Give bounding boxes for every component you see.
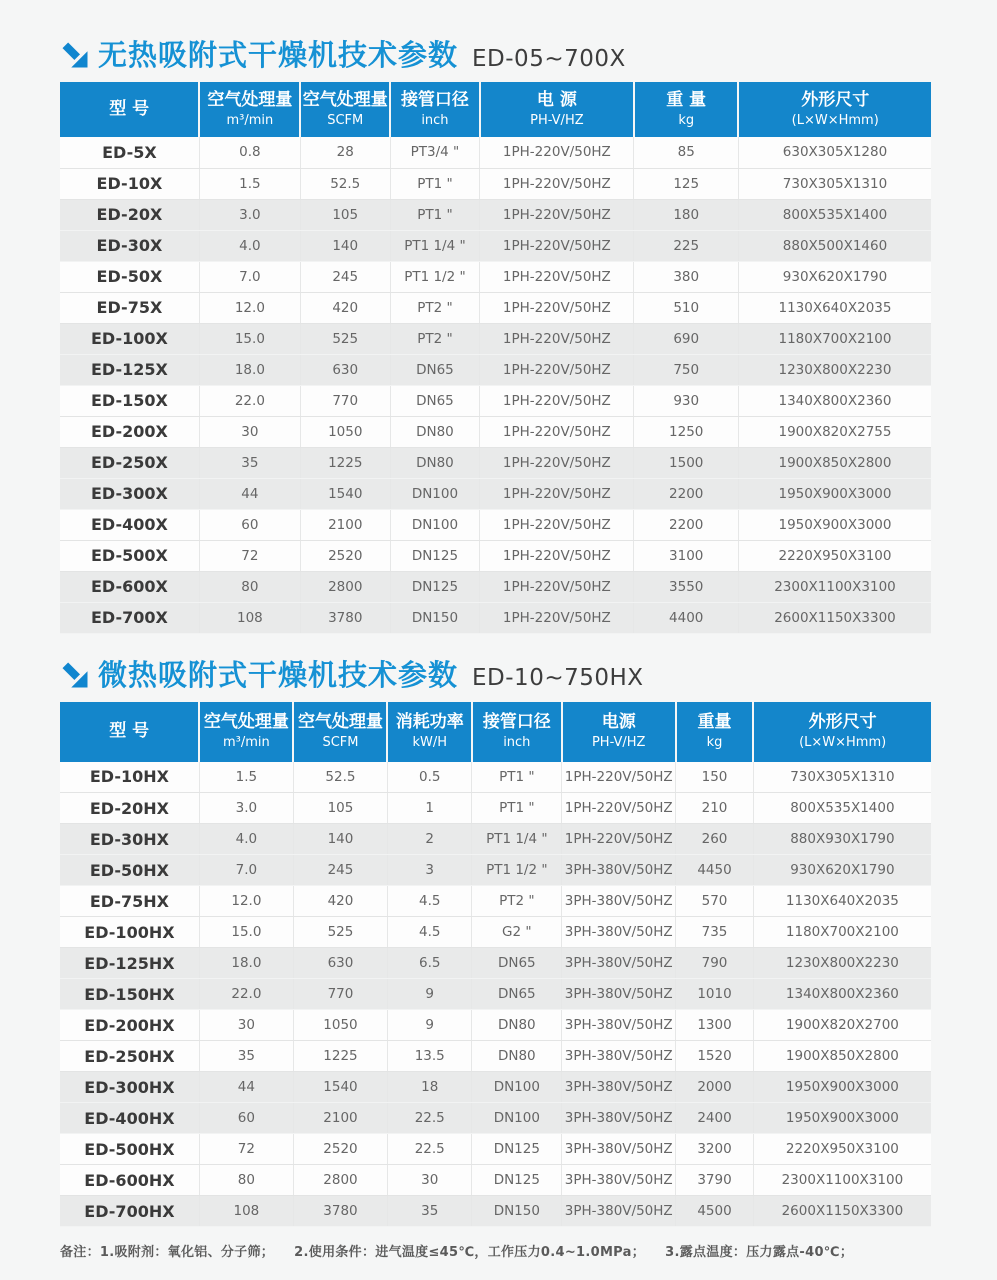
- value-cell: 4400: [634, 602, 739, 633]
- footnote: 备注：1.吸附剂：氧化铝、分子筛； 2.使用条件：进气温度≤45℃，工作压力0.4~1.0MPa； 3.露点温度：压力露点-40℃；: [60, 1245, 854, 1260]
- value-cell: 245: [293, 855, 387, 886]
- value-cell: 60: [199, 509, 300, 540]
- model-cell: ED-150X: [60, 385, 199, 416]
- value-cell: 2400: [676, 1103, 754, 1134]
- value-cell: 3780: [300, 602, 390, 633]
- value-cell: 880X930X1790: [753, 824, 931, 855]
- model-cell: ED-200HX: [60, 1010, 199, 1041]
- value-cell: 35: [387, 1196, 471, 1227]
- model-cell: ED-50X: [60, 261, 199, 292]
- column-header: 重量 kg: [676, 702, 754, 762]
- model-cell: ED-150HX: [60, 979, 199, 1010]
- value-cell: 1PH-220V/50HZ: [562, 762, 676, 793]
- table-row: [60, 261, 931, 292]
- value-cell: 3100: [634, 540, 739, 571]
- model-cell: ED-500X: [60, 540, 199, 571]
- value-cell: 28: [300, 137, 390, 168]
- column-header: 接管口径 inch: [472, 702, 562, 762]
- value-cell: 225: [634, 230, 739, 261]
- value-cell: 2200: [634, 478, 739, 509]
- value-cell: 1225: [293, 1041, 387, 1072]
- value-cell: 260: [676, 824, 754, 855]
- value-cell: 180: [634, 199, 739, 230]
- value-cell: 6.5: [387, 948, 471, 979]
- down-right-arrow-icon: [60, 40, 90, 70]
- value-cell: 1130X640X2035: [738, 292, 931, 323]
- value-cell: PT3/4 ": [390, 137, 480, 168]
- value-cell: 2520: [300, 540, 390, 571]
- value-cell: 210: [676, 793, 754, 824]
- value-cell: 1950X900X3000: [738, 478, 931, 509]
- value-cell: 1PH-220V/50HZ: [562, 824, 676, 855]
- value-cell: 13.5: [387, 1041, 471, 1072]
- table1-header-row: [60, 82, 931, 137]
- value-cell: 730X305X1310: [753, 762, 931, 793]
- table-row: [60, 979, 931, 1010]
- value-cell: 800X535X1400: [738, 199, 931, 230]
- value-cell: 790: [676, 948, 754, 979]
- column-header: 型 号: [60, 702, 199, 762]
- value-cell: 630: [293, 948, 387, 979]
- model-cell: ED-250X: [60, 447, 199, 478]
- value-cell: PT2 ": [472, 886, 562, 917]
- value-cell: 3PH-380V/50HZ: [562, 1103, 676, 1134]
- value-cell: 1PH-220V/50HZ: [480, 447, 634, 478]
- value-cell: 2300X1100X3100: [738, 571, 931, 602]
- value-cell: 525: [293, 917, 387, 948]
- value-cell: 1950X900X3000: [753, 1103, 931, 1134]
- value-cell: 30: [199, 1010, 293, 1041]
- value-cell: 1340X800X2360: [738, 385, 931, 416]
- value-cell: 1250: [634, 416, 739, 447]
- table-row: [60, 824, 931, 855]
- value-cell: PT1 1/2 ": [390, 261, 480, 292]
- table-row: [60, 1010, 931, 1041]
- model-cell: ED-10X: [60, 168, 199, 199]
- value-cell: 1PH-220V/50HZ: [480, 416, 634, 447]
- value-cell: 1950X900X3000: [738, 509, 931, 540]
- table-row: [60, 1072, 931, 1103]
- model-cell: ED-600HX: [60, 1165, 199, 1196]
- value-cell: 22.0: [199, 979, 293, 1010]
- value-cell: 3: [387, 855, 471, 886]
- value-cell: DN80: [390, 416, 480, 447]
- value-cell: PT1 ": [390, 199, 480, 230]
- value-cell: 570: [676, 886, 754, 917]
- value-cell: 2520: [293, 1134, 387, 1165]
- value-cell: 80: [199, 1165, 293, 1196]
- value-cell: 1300: [676, 1010, 754, 1041]
- value-cell: 1010: [676, 979, 754, 1010]
- value-cell: 2000: [676, 1072, 754, 1103]
- model-cell: ED-75HX: [60, 886, 199, 917]
- value-cell: 72: [199, 1134, 293, 1165]
- value-cell: 1180X700X2100: [738, 323, 931, 354]
- value-cell: 420: [300, 292, 390, 323]
- value-cell: 1180X700X2100: [753, 917, 931, 948]
- heatless-dryer-spec-table: [60, 82, 931, 634]
- column-header: 外形尺寸 (L×W×Hmm): [753, 702, 931, 762]
- model-cell: ED-125HX: [60, 948, 199, 979]
- value-cell: 1: [387, 793, 471, 824]
- value-cell: 1.5: [199, 762, 293, 793]
- value-cell: 1900X850X2800: [753, 1041, 931, 1072]
- value-cell: 3780: [293, 1196, 387, 1227]
- microheat-dryer-spec-table: [60, 702, 931, 1228]
- value-cell: 1PH-220V/50HZ: [480, 509, 634, 540]
- value-cell: PT1 1/4 ": [472, 824, 562, 855]
- value-cell: 18.0: [199, 948, 293, 979]
- value-cell: 12.0: [199, 886, 293, 917]
- value-cell: 2220X950X3100: [738, 540, 931, 571]
- value-cell: 18: [387, 1072, 471, 1103]
- value-cell: 3PH-380V/50HZ: [562, 1196, 676, 1227]
- column-header: 接管口径 inch: [390, 82, 480, 137]
- value-cell: 4.0: [199, 230, 300, 261]
- value-cell: 52.5: [293, 762, 387, 793]
- value-cell: 140: [300, 230, 390, 261]
- value-cell: DN150: [472, 1196, 562, 1227]
- value-cell: 105: [293, 793, 387, 824]
- table-row: [60, 478, 931, 509]
- value-cell: 1050: [293, 1010, 387, 1041]
- model-cell: ED-300X: [60, 478, 199, 509]
- content: [60, 40, 931, 1260]
- table-row: [60, 917, 931, 948]
- value-cell: 2800: [300, 571, 390, 602]
- value-cell: 1PH-220V/50HZ: [480, 292, 634, 323]
- table-row: [60, 540, 931, 571]
- value-cell: 30: [387, 1165, 471, 1196]
- table-row: [60, 762, 931, 793]
- section2-title: 微热吸附式干燥机技术参数: [98, 657, 459, 692]
- table-row: [60, 168, 931, 199]
- value-cell: DN65: [390, 385, 480, 416]
- value-cell: 1900X850X2800: [738, 447, 931, 478]
- value-cell: 1050: [300, 416, 390, 447]
- value-cell: 1340X800X2360: [753, 979, 931, 1010]
- table-row: [60, 1103, 931, 1134]
- value-cell: 60: [199, 1103, 293, 1134]
- model-cell: ED-300HX: [60, 1072, 199, 1103]
- value-cell: 880X500X1460: [738, 230, 931, 261]
- value-cell: 22.0: [199, 385, 300, 416]
- table-row: [60, 509, 931, 540]
- value-cell: DN65: [390, 354, 480, 385]
- value-cell: 770: [293, 979, 387, 1010]
- table-row: [60, 354, 931, 385]
- value-cell: DN65: [472, 979, 562, 1010]
- table-row: [60, 855, 931, 886]
- value-cell: 1PH-220V/50HZ: [480, 354, 634, 385]
- value-cell: 1PH-220V/50HZ: [480, 602, 634, 633]
- table-row: [60, 292, 931, 323]
- value-cell: 18.0: [199, 354, 300, 385]
- value-cell: 12.0: [199, 292, 300, 323]
- value-cell: 2220X950X3100: [753, 1134, 931, 1165]
- value-cell: 7.0: [199, 855, 293, 886]
- table-row: [60, 1041, 931, 1072]
- column-header: 电源 PH-V/HZ: [562, 702, 676, 762]
- value-cell: 930X620X1790: [753, 855, 931, 886]
- value-cell: 2100: [300, 509, 390, 540]
- model-cell: ED-30X: [60, 230, 199, 261]
- value-cell: 7.0: [199, 261, 300, 292]
- value-cell: 22.5: [387, 1134, 471, 1165]
- value-cell: 4.0: [199, 824, 293, 855]
- section1-model-range: ED-05~700X: [472, 45, 626, 72]
- value-cell: 52.5: [300, 168, 390, 199]
- value-cell: 735: [676, 917, 754, 948]
- value-cell: 35: [199, 1041, 293, 1072]
- value-cell: 1PH-220V/50HZ: [480, 199, 634, 230]
- value-cell: 1540: [293, 1072, 387, 1103]
- value-cell: 1PH-220V/50HZ: [480, 323, 634, 354]
- value-cell: PT2 ": [390, 323, 480, 354]
- value-cell: DN80: [472, 1010, 562, 1041]
- value-cell: 1900X820X2755: [738, 416, 931, 447]
- table-row: [60, 416, 931, 447]
- value-cell: 3.0: [199, 199, 300, 230]
- value-cell: 3550: [634, 571, 739, 602]
- table-row: [60, 199, 931, 230]
- table-row: [60, 230, 931, 261]
- table-row: [60, 602, 931, 633]
- value-cell: 0.5: [387, 762, 471, 793]
- value-cell: 2300X1100X3100: [753, 1165, 931, 1196]
- table-row: [60, 948, 931, 979]
- value-cell: 2100: [293, 1103, 387, 1134]
- value-cell: 245: [300, 261, 390, 292]
- value-cell: 2: [387, 824, 471, 855]
- value-cell: 930: [634, 385, 739, 416]
- column-header: 外形尺寸 (L×W×Hmm): [738, 82, 931, 137]
- value-cell: DN100: [390, 478, 480, 509]
- model-cell: ED-700X: [60, 602, 199, 633]
- table-row: [60, 323, 931, 354]
- value-cell: 690: [634, 323, 739, 354]
- value-cell: 4.5: [387, 886, 471, 917]
- column-header: 电 源 PH-V/HZ: [480, 82, 634, 137]
- value-cell: 9: [387, 1010, 471, 1041]
- value-cell: 3PH-380V/50HZ: [562, 855, 676, 886]
- value-cell: 3PH-380V/50HZ: [562, 886, 676, 917]
- value-cell: 1130X640X2035: [753, 886, 931, 917]
- value-cell: 1900X820X2700: [753, 1010, 931, 1041]
- value-cell: 800X535X1400: [753, 793, 931, 824]
- value-cell: 930X620X1790: [738, 261, 931, 292]
- value-cell: 22.5: [387, 1103, 471, 1134]
- value-cell: 15.0: [199, 323, 300, 354]
- value-cell: 44: [199, 1072, 293, 1103]
- value-cell: 3PH-380V/50HZ: [562, 1134, 676, 1165]
- section1-title-row: [60, 40, 931, 72]
- table-row: [60, 385, 931, 416]
- model-cell: ED-100X: [60, 323, 199, 354]
- column-header: 空气处理量 SCFM: [300, 82, 390, 137]
- section2-model-range: ED-10~750HX: [472, 665, 644, 692]
- value-cell: 3790: [676, 1165, 754, 1196]
- value-cell: 1540: [300, 478, 390, 509]
- value-cell: 2600X1150X3300: [753, 1196, 931, 1227]
- model-cell: ED-30HX: [60, 824, 199, 855]
- value-cell: DN100: [472, 1072, 562, 1103]
- value-cell: 1225: [300, 447, 390, 478]
- value-cell: 1PH-220V/50HZ: [480, 385, 634, 416]
- value-cell: 3.0: [199, 793, 293, 824]
- table-row: [60, 1196, 931, 1227]
- column-header: 空气处理量 m³/min: [199, 702, 293, 762]
- value-cell: 1PH-220V/50HZ: [480, 168, 634, 199]
- value-cell: DN100: [390, 509, 480, 540]
- model-cell: ED-125X: [60, 354, 199, 385]
- value-cell: 9: [387, 979, 471, 1010]
- model-cell: ED-20X: [60, 199, 199, 230]
- table-row: [60, 886, 931, 917]
- value-cell: 1230X800X2230: [753, 948, 931, 979]
- model-cell: ED-50HX: [60, 855, 199, 886]
- model-cell: ED-250HX: [60, 1041, 199, 1072]
- column-header: 消耗功率 kW/H: [387, 702, 471, 762]
- value-cell: 35: [199, 447, 300, 478]
- value-cell: 2600X1150X3300: [738, 602, 931, 633]
- value-cell: DN125: [390, 571, 480, 602]
- table-row: [60, 793, 931, 824]
- model-cell: ED-75X: [60, 292, 199, 323]
- value-cell: 750: [634, 354, 739, 385]
- value-cell: 3PH-380V/50HZ: [562, 1041, 676, 1072]
- value-cell: PT1 1/4 ": [390, 230, 480, 261]
- value-cell: 1PH-220V/50HZ: [480, 478, 634, 509]
- value-cell: 1.5: [199, 168, 300, 199]
- value-cell: 730X305X1310: [738, 168, 931, 199]
- value-cell: PT1 ": [390, 168, 480, 199]
- value-cell: 3PH-380V/50HZ: [562, 1010, 676, 1041]
- value-cell: 150: [676, 762, 754, 793]
- model-cell: ED-400X: [60, 509, 199, 540]
- column-header: 型 号: [60, 82, 199, 137]
- value-cell: 630: [300, 354, 390, 385]
- value-cell: 4450: [676, 855, 754, 886]
- value-cell: 30: [199, 416, 300, 447]
- value-cell: PT2 ": [390, 292, 480, 323]
- value-cell: DN80: [472, 1041, 562, 1072]
- value-cell: 44: [199, 478, 300, 509]
- value-cell: 125: [634, 168, 739, 199]
- value-cell: 105: [300, 199, 390, 230]
- value-cell: 380: [634, 261, 739, 292]
- model-cell: ED-400HX: [60, 1103, 199, 1134]
- value-cell: 3PH-380V/50HZ: [562, 1165, 676, 1196]
- value-cell: 80: [199, 571, 300, 602]
- value-cell: 15.0: [199, 917, 293, 948]
- table-row: [60, 137, 931, 168]
- down-right-arrow-icon: [60, 660, 90, 690]
- value-cell: 1950X900X3000: [753, 1072, 931, 1103]
- value-cell: 3PH-380V/50HZ: [562, 979, 676, 1010]
- value-cell: 0.8: [199, 137, 300, 168]
- value-cell: 1520: [676, 1041, 754, 1072]
- section1-title: 无热吸附式干燥机技术参数: [98, 38, 459, 73]
- value-cell: PT1 ": [472, 793, 562, 824]
- value-cell: 1PH-220V/50HZ: [562, 793, 676, 824]
- section2-title-row: [60, 657, 931, 692]
- column-header: 重 量 kg: [634, 82, 739, 137]
- model-cell: ED-500HX: [60, 1134, 199, 1165]
- value-cell: 3PH-380V/50HZ: [562, 948, 676, 979]
- value-cell: 525: [300, 323, 390, 354]
- value-cell: DN150: [390, 602, 480, 633]
- value-cell: 4500: [676, 1196, 754, 1227]
- value-cell: 1230X800X2230: [738, 354, 931, 385]
- value-cell: PT1 1/2 ": [472, 855, 562, 886]
- model-cell: ED-200X: [60, 416, 199, 447]
- value-cell: 108: [199, 602, 300, 633]
- value-cell: DN65: [472, 948, 562, 979]
- value-cell: 140: [293, 824, 387, 855]
- value-cell: 85: [634, 137, 739, 168]
- value-cell: DN125: [390, 540, 480, 571]
- column-header: 空气处理量 SCFM: [293, 702, 387, 762]
- value-cell: 4.5: [387, 917, 471, 948]
- value-cell: PT1 ": [472, 762, 562, 793]
- value-cell: 1PH-220V/50HZ: [480, 571, 634, 602]
- value-cell: 1PH-220V/50HZ: [480, 540, 634, 571]
- value-cell: 770: [300, 385, 390, 416]
- value-cell: 3200: [676, 1134, 754, 1165]
- value-cell: 3PH-380V/50HZ: [562, 1072, 676, 1103]
- model-cell: ED-100HX: [60, 917, 199, 948]
- table-row: [60, 571, 931, 602]
- table2-header-row: [60, 702, 931, 762]
- table-row: [60, 1134, 931, 1165]
- value-cell: 420: [293, 886, 387, 917]
- model-cell: ED-5X: [60, 137, 199, 168]
- value-cell: 2800: [293, 1165, 387, 1196]
- value-cell: 1PH-220V/50HZ: [480, 230, 634, 261]
- value-cell: 1PH-220V/50HZ: [480, 261, 634, 292]
- model-cell: ED-700HX: [60, 1196, 199, 1227]
- model-cell: ED-600X: [60, 571, 199, 602]
- value-cell: 72: [199, 540, 300, 571]
- value-cell: 108: [199, 1196, 293, 1227]
- value-cell: 1500: [634, 447, 739, 478]
- value-cell: 510: [634, 292, 739, 323]
- table-row: [60, 447, 931, 478]
- value-cell: 630X305X1280: [738, 137, 931, 168]
- column-header: 空气处理量 m³/min: [199, 82, 300, 137]
- value-cell: DN125: [472, 1165, 562, 1196]
- value-cell: DN100: [472, 1103, 562, 1134]
- model-cell: ED-20HX: [60, 793, 199, 824]
- value-cell: G2 ": [472, 917, 562, 948]
- value-cell: 3PH-380V/50HZ: [562, 917, 676, 948]
- value-cell: 2200: [634, 509, 739, 540]
- table-row: [60, 1165, 931, 1196]
- model-cell: ED-10HX: [60, 762, 199, 793]
- value-cell: DN80: [390, 447, 480, 478]
- value-cell: DN125: [472, 1134, 562, 1165]
- value-cell: 1PH-220V/50HZ: [480, 137, 634, 168]
